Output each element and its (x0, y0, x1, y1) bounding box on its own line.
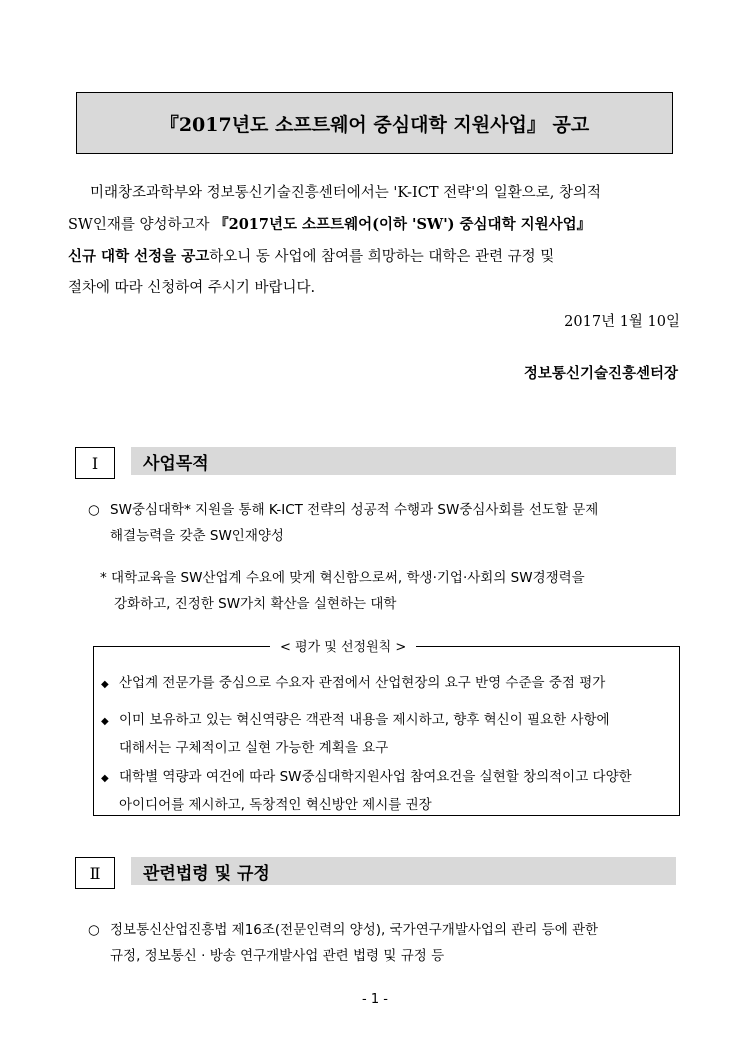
section-1-footnote-line-2: 강화하고, 진정한 SW가치 확산을 실현하는 대학 (114, 596, 397, 612)
principle-3-line-1: 대학별 역량과 여건에 따라 SW중심대학지원사업 참여요건을 실현할 창의적이고 다양한 (119, 769, 632, 785)
page-number: - 1 - (362, 992, 388, 1007)
intro-line-4: 절차에 따라 신청하여 주시기 바랍니다. (68, 280, 316, 296)
intro-line-2 (68, 209, 678, 241)
section-1-heading: 사업목적 (131, 447, 676, 475)
section-2-bullet-line-2: 규정, 정보통신 · 방송 연구개발사업 관련 법령 및 규정 등 (110, 948, 445, 964)
section-1-bullet-text-1: SW중심대학* 지원을 통해 K-ICT 전략의 성공적 수행과 SW중심사회를 선도할 문제 (110, 502, 599, 518)
intro-line-2-plain: SW인재를 양성하고자 (68, 217, 215, 233)
intro-paragraph (68, 178, 678, 304)
section-1-footnote (100, 565, 585, 617)
intro-line-1: 미래창조과학부와 정보통신기술진흥센터에서는 'K-ICT 전략'의 일환으로, 창의적 (90, 185, 602, 201)
intro-line-3-bold: 신규 대학 선정을 공고 (68, 248, 210, 265)
section-1-number: Ⅰ (75, 447, 115, 479)
section-1-bullet-line-2: 해결능력을 갖춘 SW인재양성 (110, 528, 284, 544)
principle-2-line-2: 대해서는 구체적이고 실현 가능한 계획을 요구 (119, 740, 389, 756)
principle-1-line-1: 산업계 전문가를 중심으로 수요자 관점에서 산업현장의 요구 반영 수준을 중점 평가 (119, 675, 606, 691)
intro-line-3-plain: 하오니 동 사업에 참여를 희망하는 대학은 관련 규정 및 (209, 249, 555, 265)
signer: 정보통신기술진흥센터장 (523, 365, 678, 382)
announcement-date: 2017년 1월 10일 (564, 314, 680, 330)
intro-line-2-bold: 『2017년도 소프트웨어(이하 'SW') 중심대학 지원사업』 (214, 216, 592, 233)
section-1-bullet (88, 497, 598, 549)
diamond-bullet-icon: ◆ (101, 716, 109, 727)
page-title-text: 『2017년도 소프트웨어 중심대학 지원사업』 공고 (159, 113, 590, 136)
principle-3-line-2: 아이디어를 제시하고, 독창적인 혁신방안 제시를 권장 (119, 797, 432, 813)
section-2-heading: 관련법령 및 규정 (131, 857, 676, 885)
circle-bullet-icon: ○ (88, 922, 100, 938)
principle-item-3 (101, 764, 632, 818)
section-2-bullet-text-1: 정보통신산업진흥법 제16조(전문인력의 양성), 국가연구개발사업의 관리 등에 관한 (110, 922, 599, 938)
circle-bullet-icon: ○ (88, 502, 100, 518)
principle-2-line-1: 이미 보유하고 있는 혁신역량은 객관적 내용을 제시하고, 향후 혁신이 필요한 사항에 (119, 712, 610, 728)
principle-item-2 (101, 707, 610, 761)
page-title (76, 92, 673, 154)
section-2-number: Ⅱ (75, 857, 115, 889)
principles-box-title: < 평가 및 선정원칙 > (270, 636, 416, 655)
section-2-bullet (88, 917, 598, 969)
section-1-bullet-line-1 (88, 497, 598, 523)
principle-item-1 (101, 670, 605, 698)
intro-line-3 (68, 241, 678, 273)
section-1-footnote-line-1: * 대학교육을 SW산업계 수요에 맞게 혁신함으로써, 학생·기업·사회의 SW경쟁력을 (100, 570, 585, 586)
diamond-bullet-icon: ◆ (101, 679, 109, 690)
diamond-bullet-icon: ◆ (101, 773, 109, 784)
